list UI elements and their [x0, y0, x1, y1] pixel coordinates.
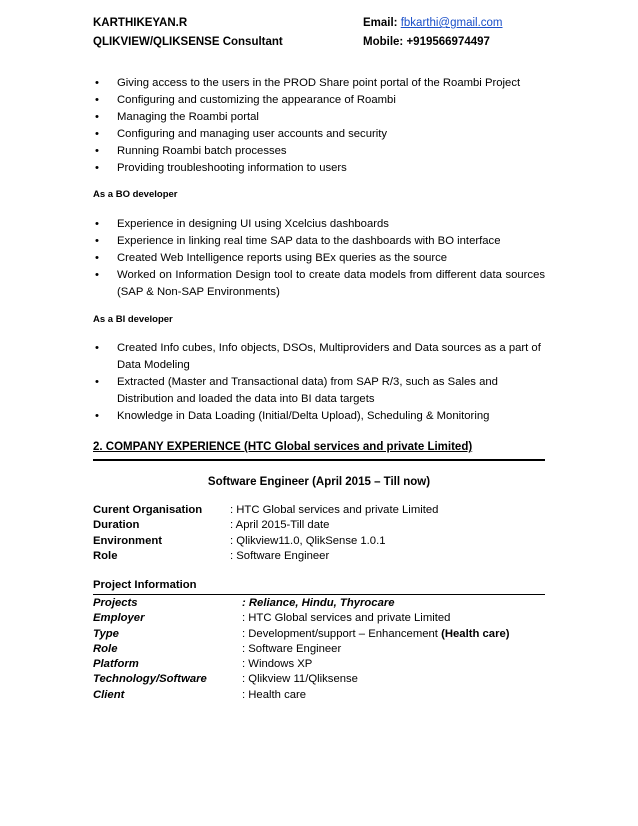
bullet-icon: • [95, 252, 99, 264]
bi-developer-heading: As a BI developer [93, 314, 173, 325]
bullet-icon: • [95, 77, 99, 89]
bullet-icon: • [95, 410, 99, 422]
detail-row: Technology/Software : Qlikview 11/Qliksense [93, 673, 358, 686]
bi-bullet-list [95, 340, 545, 425]
mobile-line [363, 33, 503, 52]
detail-row: Curent Organisation : HTC Global services and private Limited [93, 504, 439, 516]
section-divider [93, 459, 545, 461]
list-item: • Knowledge in Data Loading (Initial/Delta Upload), Scheduling & Monitoring [95, 408, 545, 425]
bullet-icon: • [95, 111, 99, 123]
list-item: • Giving access to the users in the PROD Share point portal of the Roambi Project [95, 75, 545, 92]
detail-row: Role : Software Engineer [93, 549, 330, 562]
bullet-icon: • [95, 342, 99, 354]
detail-row: Platform : Windows XP [93, 658, 313, 671]
project-information-title: Project Information [93, 579, 197, 591]
roambi-bullet-list [95, 75, 545, 177]
detail-row: Employer : HTC Global services and private Limited [93, 612, 451, 625]
detail-row: Environment : Qlikview11.0, QlikSense 1.0.1 [93, 534, 386, 547]
list-item: • Created Web Intelligence reports using BEx queries as the source [95, 250, 545, 267]
bullet-icon: • [95, 145, 99, 157]
mobile-number: +919566974497 [406, 36, 490, 48]
bo-developer-heading: As a BO developer [93, 189, 178, 200]
role-title: Software Engineer (April 2015 – Till now) [207, 476, 431, 488]
bo-bullet-list [95, 216, 545, 301]
bullet-icon: • [95, 218, 99, 230]
bullet-icon: • [95, 269, 99, 281]
candidate-name: KARTHIKEYAN.R [93, 17, 188, 29]
list-item: • Running Roambi batch processes [95, 143, 545, 160]
header-left [93, 14, 283, 52]
email-label: Email: [363, 17, 398, 29]
list-item: • Worked on Information Design tool to create data models from different data sources (SAP & Non-SAP Environments) [95, 269, 545, 298]
list-item: • Experience in linking real time SAP data to the dashboards with BO interface [95, 233, 545, 250]
list-item: • Providing troubleshooting information to users [95, 160, 545, 177]
detail-row: Projects : Reliance, Hindu, Thyrocare [93, 597, 395, 609]
bullet-icon: • [95, 235, 99, 247]
list-item: • Experience in designing UI using Xcelcius dashboards [95, 216, 545, 233]
list-item: • Extracted (Master and Transactional data) from SAP R/3, such as Sales and Distribution and loaded the data into BI data targets [95, 376, 498, 405]
candidate-title: QLIKVIEW/QLIKSENSE Consultant [93, 36, 283, 48]
bullet-icon: • [95, 94, 99, 106]
mobile-label: Mobile: [363, 36, 404, 48]
detail-row: Duration : April 2015-Till date [93, 519, 330, 532]
email-line [363, 14, 503, 33]
bullet-icon: • [95, 128, 99, 140]
detail-row: Type : Development/support – Enhancement (Health care) [93, 627, 510, 640]
list-item: • Configuring and managing user accounts and security [95, 126, 545, 143]
list-item: • Managing the Roambi portal [95, 109, 545, 126]
header-right [363, 14, 503, 52]
email-link[interactable]: fbkarthi@gmail.com [400, 17, 503, 29]
project-information-divider [93, 594, 545, 595]
list-item: • Created Info cubes, Info objects, DSOs, Multiproviders and Data sources as a part of Data Modeling [95, 342, 541, 371]
section-title: 2. COMPANY EXPERIENCE (HTC Global services and private Limited) [93, 441, 473, 453]
list-item: • Configuring and customizing the appearance of Roambi [95, 92, 545, 109]
bullet-icon: • [95, 162, 99, 174]
project-information-table [93, 596, 553, 703]
detail-row: Client : Health care [93, 688, 307, 701]
detail-row: Role : Software Engineer [93, 642, 342, 655]
bullet-icon: • [95, 376, 99, 388]
organisation-details [93, 503, 553, 564]
